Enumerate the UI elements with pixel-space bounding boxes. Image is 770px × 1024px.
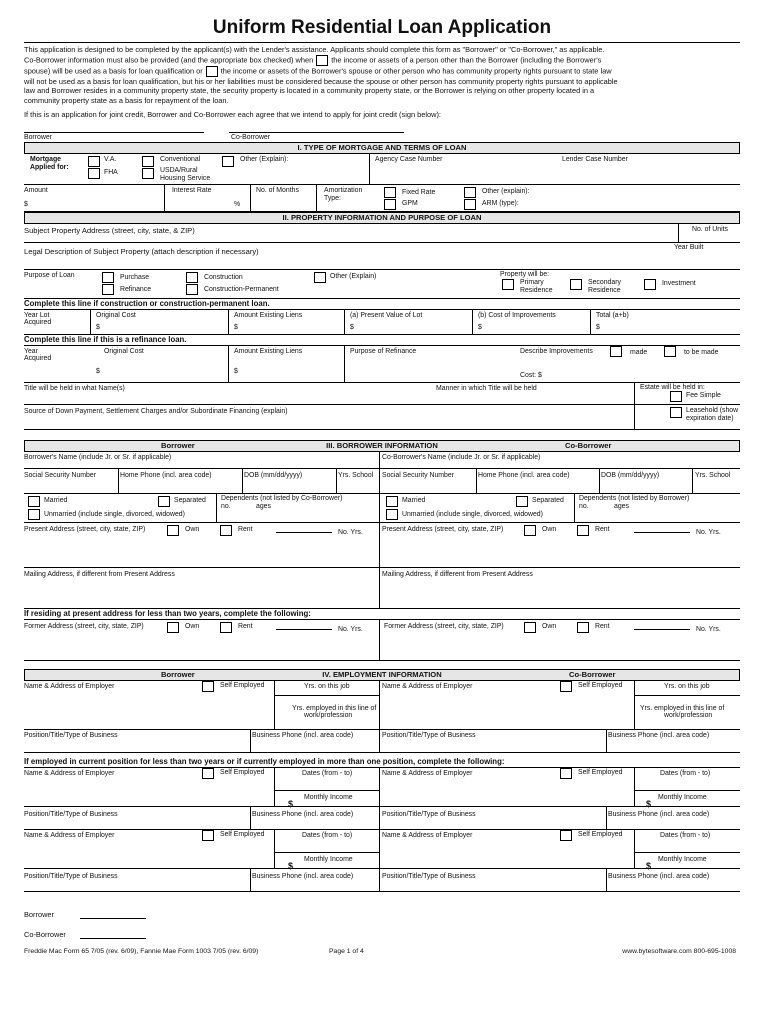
to-be-made-label: to be made [684,348,719,356]
months-label: No. of Months [256,186,299,194]
c-phone-label: Home Phone (incl. area code) [478,471,570,479]
title-names-label: Title will be held in what Name(s) [24,384,125,392]
c-separated-checkbox[interactable] [516,496,528,507]
b-self-employed-label: Self Employed [220,681,265,689]
leasehold-checkbox[interactable] [670,407,682,418]
b-position-label: Position/Title/Type of Business [24,731,118,739]
secondary-residence-checkbox[interactable] [570,279,582,290]
c-employer-3-label: Name & Address of Employer [382,831,473,839]
b-employer-2-label: Name & Address of Employer [24,769,115,777]
present-value-label: (a) Present Value of Lot [350,311,423,319]
footer-page-number: Page 1 of 4 [329,947,364,955]
initials-borrower-line[interactable] [80,918,146,919]
mortgage-type-row [24,154,740,185]
b-yrs-line-label-2: work/profession [304,711,353,719]
refi-existing-liens-dollar: $ [234,367,238,375]
purpose-refi-label: Purpose of Refinance [350,347,417,355]
b-former-no-yrs-line[interactable] [276,629,332,630]
b-position-2-label: Position/Title/Type of Business [24,810,118,818]
former-address-row [24,620,740,661]
b-biz-phone-3-label: Business Phone (incl. area code) [252,872,354,880]
b-yrs-school-label: Yrs. School [338,471,374,479]
b-biz-phone-label: Business Phone (incl. area code) [252,731,354,739]
year-built-label: Year Built [674,243,704,251]
purchase-label: Purchase [120,273,150,281]
construction-row [24,310,740,335]
intro-line-4: will not be used as a basis for loan qualification, but his or her liabilities must be considered because the spouse or other person has community property rights pursuant to applicable [24,76,618,86]
fha-checkbox[interactable] [88,168,100,179]
c-monthly-3-label: Monthly Income [658,855,707,863]
b-unmarried-checkbox[interactable] [28,509,40,520]
other-purpose-checkbox[interactable] [314,272,326,283]
present-address-row [24,523,740,568]
purpose-row [24,270,740,299]
other-explain-label: Other (Explain): [240,155,289,163]
fee-simple-label: Fee Simple [686,391,721,399]
gpm-checkbox[interactable] [384,199,396,210]
b-married-label: Married [44,496,68,504]
expiration-label: expiration date) [686,414,734,422]
purchase-checkbox[interactable] [102,272,114,283]
b-present-address-label: Present Address (street, city, state, ZIP) [24,525,146,533]
joint-signature-row [24,120,740,142]
initials-coborrower-label: Co-Borrower [24,929,66,939]
fee-simple-checkbox[interactable] [670,391,682,402]
source-row [24,405,740,430]
b-yrs-job-label: Yrs. on this job [304,682,350,690]
c-ssn-label: Social Security Number [382,471,454,479]
b-position-3-label: Position/Title/Type of Business [24,872,118,880]
c-yrs-line-label-1: Yrs. employed in this line of [640,704,725,712]
b-dependents-label: Dependents (not listed by Co-Borrower) [221,494,343,502]
year-lot-label: Year Lot [24,311,50,319]
b-biz-phone-2-label: Business Phone (incl. area code) [252,810,354,818]
conventional-checkbox[interactable] [142,156,154,167]
estate-label: Estate will be held in: [640,383,705,391]
spouse-liabilities-checkbox[interactable] [206,66,218,77]
b-separated-checkbox[interactable] [158,496,170,507]
c-position-2-label: Position/Title/Type of Business [382,810,476,818]
c-position-label: Position/Title/Type of Business [382,731,476,739]
b-own-label: Own [185,525,200,533]
b-monthly-3-label: Monthly Income [304,855,353,863]
c-former-no-yrs-line[interactable] [634,629,690,630]
describe-improvements-label: Describe Improvements [520,347,593,355]
present-value-dollar: $ [350,323,354,331]
c-biz-phone-3-label: Business Phone (incl. area code) [608,872,710,880]
b-former-no-yrs-label: No. Yrs. [338,625,363,633]
fixed-rate-checkbox[interactable] [384,187,396,198]
c-former-no-yrs-label: No. Yrs. [696,625,721,633]
position-row [24,730,740,753]
c-unmarried-checkbox[interactable] [386,509,398,520]
usda-checkbox[interactable] [142,168,154,179]
c-former-own-label: Own [542,622,557,630]
c-separated-label: Separated [532,496,564,504]
loan-terms-row [24,185,740,212]
c-self-employed-2-checkbox[interactable] [560,768,572,779]
employer-3-row [24,830,740,869]
construction-checkbox[interactable] [186,272,198,283]
section-3-header: Borrower III. BORROWER INFORMATION Co-Borrower [24,440,740,452]
b-own-checkbox[interactable] [167,525,179,536]
b-dob-label: DOB (mm/dd/yyyy) [244,471,303,479]
investment-label: Investment [662,279,696,287]
primary-label: Primary [520,278,544,286]
c-self-employed-3-checkbox[interactable] [560,830,572,841]
refinance-checkbox[interactable] [102,284,114,295]
b-employer-3-label: Name & Address of Employer [24,831,115,839]
refi-acquired-label: Acquired [24,354,52,362]
agency-case-label: Agency Case Number [375,155,443,163]
mailing-address-row [24,568,740,609]
footer-form-number: Freddie Mac Form 65 7/05 (rev. 6/09), Fannie Mae Form 1003 7/05 (rev. 6/09) [24,947,259,955]
intro-text [24,42,740,120]
c-rent-checkbox[interactable] [577,525,589,536]
marital-row [24,494,740,523]
c-biz-phone-2-label: Business Phone (incl. area code) [608,810,710,818]
c-married-checkbox[interactable] [386,496,398,507]
refi-existing-liens-label: Amount Existing Liens [234,347,303,355]
c-dependents-label: Dependents (not listed by Borrower) [579,494,690,502]
primary-residence-checkbox[interactable] [502,279,514,290]
c-employer-label: Name & Address of Employer [382,682,473,690]
position-3-row [24,860,740,892]
usda-label: USDA/Rural [160,166,198,174]
b-dates-2-label: Dates (from - to) [302,769,353,777]
amortization-type-label: Type: [324,194,341,202]
intro-line-3b: the income or assets of the Borrower's spouse or other person who has community property rights pursuant to state law [220,66,612,76]
b-former-rent-checkbox[interactable] [220,622,232,633]
units-label: No. of Units [692,225,728,233]
legal-description-label: Legal Description of Subject Property (attach description if necessary) [24,246,259,256]
cost-improvements-label: (b) Cost of Improvements [478,311,556,319]
primary-residence-label: Residence [520,286,553,294]
b-no-yrs-label: No. Yrs. [338,528,363,536]
b-ssn-label: Social Security Number [24,471,96,479]
construction-perm-checkbox[interactable] [186,284,198,295]
c-yrs-school-label: Yrs. School [695,471,731,479]
amount-label: Amount [24,186,48,194]
c-former-own-checkbox[interactable] [524,622,536,633]
refinance-label: Refinance [120,285,152,293]
intro-line-2a: Co-Borrower information must also be provided (and the appropriate box checked) when [24,55,314,65]
intro-line-5: law and Borrower resides in a community property state, the security property is located in a community property state, or the Borrower is relying on other property located in a [24,86,595,96]
subject-address-label: Subject Property Address (street, city, state, & ZIP) [24,225,195,235]
lot-original-cost-dollar: $ [96,323,100,331]
c-self-employed-label: Self Employed [578,681,623,689]
c-former-rent-checkbox[interactable] [577,622,589,633]
intro-line-1: This application is designed to be completed by the applicant(s) with the Lender's assistance. Applicants should complete this form as "Borrower" or "Co-Borrower," as applicable. [24,45,605,54]
c-self-employed-3-label: Self Employed [578,830,623,838]
made-label: made [630,348,648,356]
joint-credit-text: If this is an application for joint credit, Borrower and Co-Borrower each agree that we intend to apply for joint credit (sign below): [24,110,441,120]
lender-case-label: Lender Case Number [562,155,628,163]
ssn-row [24,469,740,494]
b-self-employed-3-checkbox[interactable] [202,830,214,841]
coborrower-col-label: Co-Borrower [565,440,612,450]
c-unmarried-label: Unmarried (include single, divorced, widowed) [402,510,543,518]
b-monthly-3-dollar: $ [288,860,294,871]
fha-label: FHA [104,168,118,176]
b-dependents-ages: ages [256,502,271,510]
construction-line-title: Complete this line if construction or construction-permanent loan. [24,299,740,310]
amortization-label: Amortization [324,186,363,194]
b-mailing-label: Mailing Address, if different from Present Address [24,570,175,578]
legal-description-row [24,243,740,270]
employer-2-row [24,768,740,807]
b-rent-label: Rent [238,525,253,533]
residing-less-two-years-title: If residing at present address for less than two years, complete the following: [24,609,740,620]
property-will-be-label: Property will be: [500,270,550,278]
c-position-3-label: Position/Title/Type of Business [382,872,476,880]
c-biz-phone-label: Business Phone (incl. area code) [608,731,710,739]
c-dates-3-label: Dates (from - to) [660,831,711,839]
construction-label: Construction [204,273,243,281]
c-self-employed-2-label: Self Employed [578,768,623,776]
c-monthly-2-dollar: $ [646,798,652,809]
purpose-label: Purpose of Loan [24,271,75,279]
position-2-row [24,798,740,830]
joint-borrower-sign-line[interactable] [24,132,204,133]
loan-application-page [24,16,740,960]
b-former-own-label: Own [185,622,200,630]
b-former-own-checkbox[interactable] [167,622,179,633]
c-present-address-label: Present Address (street, city, state, ZIP) [382,525,504,533]
investment-checkbox[interactable] [644,279,656,290]
c-married-label: Married [402,496,426,504]
conventional-label: Conventional [160,155,201,163]
c-self-employed-checkbox[interactable] [560,681,572,692]
made-checkbox[interactable] [610,346,622,357]
form-title: Uniform Residential Loan Application [212,17,552,38]
b-employer-label: Name & Address of Employer [24,682,115,690]
b-dates-3-label: Dates (from - to) [302,831,353,839]
va-label: V.A. [104,155,117,163]
coborrower-income-checkbox[interactable] [316,55,328,66]
names-row [24,452,740,469]
employed-less-title: If employed in current position for less than two years or if currently employed in more than one position, complete the following: [24,757,740,768]
emp-coborrower-col-label: Co-Borrower [569,669,616,679]
c-mailing-label: Mailing Address, if different from Present Address [382,570,533,578]
b-monthly-2-dollar: $ [288,798,294,809]
c-own-label: Own [542,525,557,533]
housing-service-label: Housing Service [160,174,211,182]
refi-original-cost-label: Original Cost [104,347,144,355]
c-employer-2-label: Name & Address of Employer [382,769,473,777]
joint-coborrower-label: Co-Borrower [231,133,271,141]
b-separated-label: Separated [174,496,206,504]
c-yrs-line-label-2: work/profession [664,711,713,719]
c-rent-label: Rent [595,525,610,533]
refinance-row [24,346,740,383]
c-dob-label: DOB (mm/dd/yyyy) [601,471,660,479]
refi-cost-label: Cost: $ [520,371,542,379]
amount-dollar: $ [24,200,28,208]
intro-line-6: community property state as a basis for repayment of the loan. [24,95,229,105]
manner-title-label: Manner in which Title will be held [436,384,537,392]
b-self-employed-3-label: Self Employed [220,830,265,838]
b-married-checkbox[interactable] [28,496,40,507]
refi-original-cost-dollar: $ [96,367,100,375]
c-no-yrs-line[interactable] [634,532,690,533]
b-former-address-label: Former Address (street, city, state, ZIP) [24,622,144,630]
c-no-yrs-label: No. Yrs. [696,528,721,536]
section-4-header: Borrower IV. EMPLOYMENT INFORMATION Co-Borrower [24,669,740,681]
c-former-rent-label: Rent [595,622,610,630]
joint-borrower-label: Borrower [24,133,52,141]
borrower-name-label: Borrower's Name (include Jr. or Sr. if applicable) [24,453,172,461]
initials-area [24,892,740,948]
footer-website: www.bytesoftware.com 800-695-1008 [622,947,736,955]
c-dependents-ages: ages [614,502,629,510]
b-monthly-2-label: Monthly Income [304,793,353,801]
source-down-payment-label: Source of Down Payment, Settlement Charges and/or Subordinate Financing (explain) [24,407,288,415]
section-2-header: II. PROPERTY INFORMATION AND PURPOSE OF LOAN [24,212,740,224]
title-row [24,383,740,405]
other-mortgage-checkbox[interactable] [222,156,234,167]
intro-line-2b: the income or assets of a person other than the Borrower (including the Borrower's [331,55,602,65]
c-monthly-3-dollar: $ [646,860,652,871]
total-label: Total (a+b) [596,311,629,319]
fixed-rate-label: Fixed Rate [402,188,436,196]
initials-coborrower-line[interactable] [80,938,146,939]
c-dates-2-label: Dates (from - to) [660,769,711,777]
employer-row [24,681,740,730]
b-self-employed-2-checkbox[interactable] [202,768,214,779]
construction-perm-label: Construction-Permanent [204,285,279,293]
cost-improvements-dollar: $ [478,323,482,331]
section-1-header: I. TYPE OF MORTGAGE AND TERMS OF LOAN [24,142,740,154]
b-self-employed-checkbox[interactable] [202,681,214,692]
applied-for-label: Applied for: [30,163,69,171]
b-yrs-line-label-1: Yrs. employed in this line of [292,704,377,712]
secondary-label: Secondary [588,278,621,286]
refi-year-label: Year [24,347,38,355]
b-no-yrs-line[interactable] [276,532,332,533]
b-self-employed-2-label: Self Employed [220,768,265,776]
b-phone-label: Home Phone (incl. area code) [120,471,212,479]
arm-checkbox[interactable] [464,199,476,210]
b-former-rent-label: Rent [238,622,253,630]
interest-rate-label: Interest Rate [172,186,212,194]
c-yrs-job-label: Yrs. on this job [664,682,710,690]
borrower-col-label: Borrower [161,440,195,450]
b-dependents-no: no. [221,502,231,510]
lot-existing-liens-dollar: $ [234,323,238,331]
secondary-residence-label: Residence [588,286,621,294]
b-rent-checkbox[interactable] [220,525,232,536]
other-purpose-label: Other (Explain) [330,272,377,280]
other-amort-label: Other (explain): [482,187,530,195]
c-own-checkbox[interactable] [524,525,536,536]
c-former-address-label: Former Address (street, city, state, ZIP) [384,622,504,630]
emp-borrower-col-label: Borrower [161,669,195,679]
lot-existing-liens-label: Amount Existing Liens [234,311,303,319]
coborrower-name-label: Co-Borrower's Name (include Jr. or Sr. if applicable) [382,453,541,461]
to-be-made-checkbox[interactable] [664,346,676,357]
other-amort-checkbox[interactable] [464,187,476,198]
c-monthly-2-label: Monthly Income [658,793,707,801]
arm-label: ARM (type): [482,199,519,207]
interest-percent: % [234,200,241,208]
mortgage-label: Mortgage [30,155,62,163]
b-unmarried-label: Unmarried (include single, divorced, widowed) [44,510,185,518]
footer [24,948,740,960]
joint-coborrower-sign-line[interactable] [229,132,404,133]
refinance-line-title: Complete this line if this is a refinance loan. [24,335,740,346]
va-checkbox[interactable] [88,156,100,167]
leasehold-label: Leasehold (show [686,406,739,414]
initials-borrower-label: Borrower [24,909,54,919]
gpm-label: GPM [402,199,418,207]
subject-property-row [24,224,740,243]
lot-original-cost-label: Original Cost [96,311,136,319]
intro-line-3a: spouse) will be used as a basis for loan qualification or [24,66,203,76]
acquired-label: Acquired [24,318,52,326]
c-dependents-no: no. [579,502,589,510]
total-dollar: $ [596,323,600,331]
